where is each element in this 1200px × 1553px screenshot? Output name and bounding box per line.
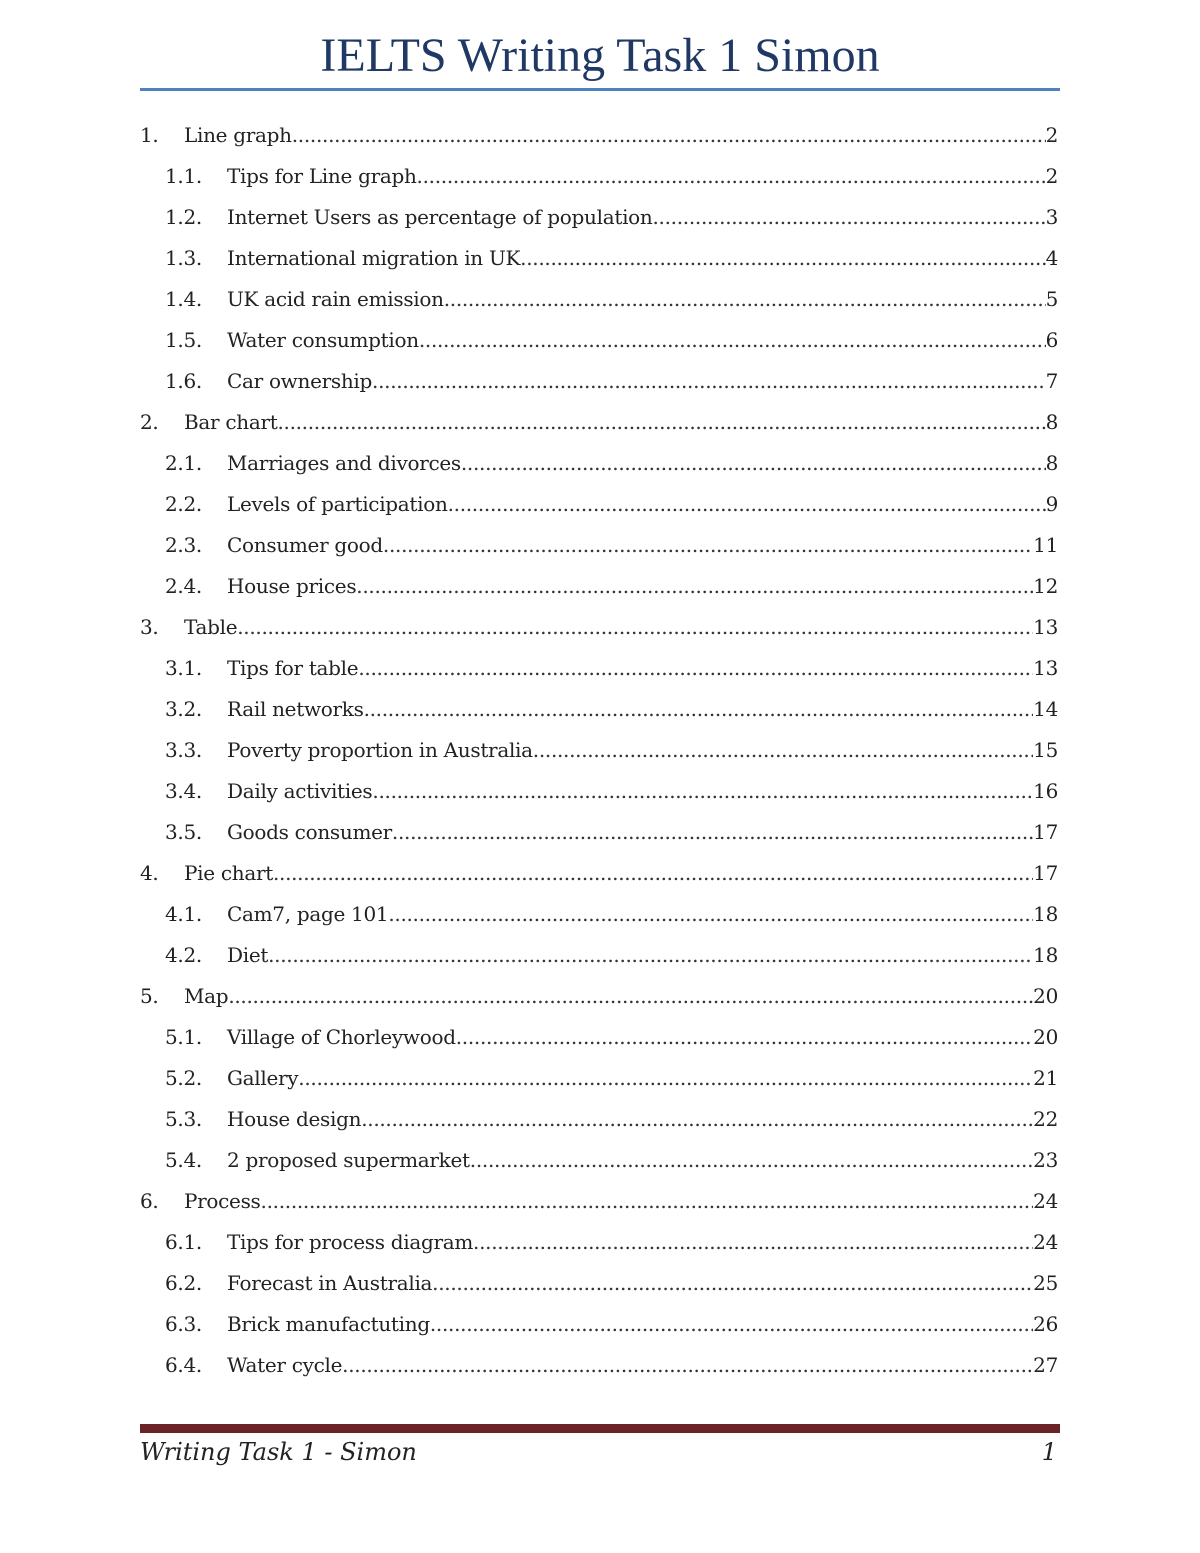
toc-entry-number: 5.1.	[165, 1025, 202, 1049]
toc-entry-page: 27	[1033, 1353, 1058, 1377]
toc-entry-label: Daily activities	[227, 779, 373, 803]
toc-dot-leader	[292, 115, 1046, 156]
toc-entry-number: 1.	[140, 123, 159, 147]
toc-dot-leader	[361, 1099, 1033, 1140]
toc-entry-number: 3.	[140, 615, 159, 639]
toc-entry-page: 13	[1033, 656, 1058, 680]
toc-entry-number: 1.4.	[165, 287, 202, 311]
toc-entry-page: 23	[1033, 1148, 1058, 1172]
toc-entry-label: Village of Chorleywood	[227, 1025, 456, 1049]
toc-dot-leader	[430, 1304, 1033, 1345]
toc-entry-label: Cam7, page 101	[227, 902, 389, 926]
toc-entry-page: 20	[1033, 1025, 1058, 1049]
toc-entry[interactable]	[140, 484, 1058, 525]
toc-entry-page: 14	[1033, 697, 1058, 721]
toc-entry[interactable]	[140, 443, 1058, 484]
toc-entry-number: 1.2.	[165, 205, 202, 229]
toc-entry-page: 5	[1045, 287, 1058, 311]
toc-entry-label: Rail networks	[227, 697, 364, 721]
title-divider	[140, 88, 1060, 91]
toc-dot-leader	[417, 156, 1046, 197]
toc-dot-leader	[533, 730, 1033, 771]
toc-entry[interactable]	[140, 1181, 1058, 1222]
toc-entry[interactable]	[140, 689, 1058, 730]
toc-entry[interactable]	[140, 976, 1058, 1017]
toc-entry-page: 2	[1045, 164, 1058, 188]
toc-entry-label: Tips for process diagram	[227, 1230, 474, 1254]
toc-entry-page: 13	[1033, 615, 1058, 639]
toc-entry-number: 2.	[140, 410, 159, 434]
toc-entry-label: Internet Users as percentage of population	[227, 205, 653, 229]
toc-entry[interactable]	[140, 361, 1058, 402]
toc-entry[interactable]	[140, 566, 1058, 607]
toc-entry-label: Goods consumer	[227, 820, 392, 844]
toc-dot-leader	[261, 1181, 1034, 1222]
toc-entry[interactable]	[140, 279, 1058, 320]
toc-entry-number: 1.6.	[165, 369, 202, 393]
toc-entry-page: 24	[1033, 1230, 1058, 1254]
toc-dot-leader	[228, 976, 1033, 1017]
toc-entry-number: 1.3.	[165, 246, 202, 270]
toc-entry-number: 3.5.	[165, 820, 202, 844]
toc-entry-label: Brick manufactuting	[227, 1312, 430, 1336]
toc-dot-leader	[461, 443, 1046, 484]
toc-entry-label: Pie chart	[184, 861, 273, 885]
toc-entry-page: 2	[1045, 123, 1058, 147]
toc-entry-label: Tips for Line graph	[227, 164, 417, 188]
toc-entry-label: Poverty proportion in Australia	[227, 738, 533, 762]
toc-entry-number: 2.3.	[165, 533, 202, 557]
toc-entry-page: 17	[1033, 820, 1058, 844]
toc-entry[interactable]	[140, 156, 1058, 197]
toc-dot-leader	[392, 812, 1033, 853]
toc-entry[interactable]	[140, 1222, 1058, 1263]
toc-entry[interactable]	[140, 607, 1058, 648]
toc-dot-leader	[388, 894, 1033, 935]
toc-dot-leader	[520, 238, 1045, 279]
toc-entry-label: Marriages and divorces	[227, 451, 461, 475]
toc-entry-page: 6	[1045, 328, 1058, 352]
toc-entry[interactable]	[140, 1058, 1058, 1099]
toc-dot-leader	[372, 771, 1033, 812]
toc-dot-leader	[383, 525, 1033, 566]
toc-entry-label: Water cycle	[227, 1353, 343, 1377]
toc-entry-label: 2 proposed supermarket	[227, 1148, 470, 1172]
toc-entry-label: UK acid rain emission	[227, 287, 444, 311]
toc-entry[interactable]	[140, 402, 1058, 443]
toc-entry-page: 4	[1045, 246, 1058, 270]
toc-dot-leader	[653, 197, 1046, 238]
toc-entry[interactable]	[140, 1099, 1058, 1140]
toc-entry-number: 2.4.	[165, 574, 202, 598]
toc-entry-label: Diet	[227, 943, 269, 967]
toc-entry-number: 4.2.	[165, 943, 202, 967]
toc-entry[interactable]	[140, 1263, 1058, 1304]
toc-dot-leader	[456, 1017, 1033, 1058]
toc-entry[interactable]	[140, 853, 1058, 894]
toc-dot-leader	[298, 1058, 1033, 1099]
toc-entry-number: 5.	[140, 984, 159, 1008]
toc-dot-leader	[237, 607, 1033, 648]
toc-entry[interactable]	[140, 812, 1058, 853]
toc-entry-number: 1.5.	[165, 328, 202, 352]
toc-dot-leader	[342, 1345, 1033, 1386]
toc-entry-number: 3.3.	[165, 738, 202, 762]
toc-dot-leader	[277, 402, 1045, 443]
toc-entry-number: 3.2.	[165, 697, 202, 721]
toc-entry-page: 11	[1033, 533, 1058, 557]
toc-dot-leader	[273, 853, 1033, 894]
toc-dot-leader	[268, 935, 1033, 976]
toc-dot-leader	[358, 648, 1033, 689]
toc-entry-number: 6.2.	[165, 1271, 202, 1295]
toc-dot-leader	[473, 1222, 1033, 1263]
toc-entry-page: 15	[1033, 738, 1058, 762]
toc-entry-number: 1.1.	[165, 164, 202, 188]
toc-entry[interactable]	[140, 1304, 1058, 1345]
toc-entry[interactable]	[140, 1345, 1058, 1386]
toc-entry-page: 8	[1045, 451, 1058, 475]
toc-entry-number: 6.	[140, 1189, 159, 1213]
toc-entry-page: 3	[1045, 205, 1058, 229]
toc-entry-page: 7	[1045, 369, 1058, 393]
toc-entry-label: International migration in UK	[227, 246, 521, 270]
toc-dot-leader	[364, 689, 1034, 730]
toc-entry-label: Map	[184, 984, 229, 1008]
toc-entry-number: 2.2.	[165, 492, 202, 516]
toc-entry-number: 2.1.	[165, 451, 202, 475]
footer-text: Writing Task 1 - Simon	[140, 1438, 417, 1466]
toc-dot-leader	[356, 566, 1033, 607]
toc-entry-label: Line graph	[184, 123, 292, 147]
toc-entry-label: Forecast in Australia	[227, 1271, 433, 1295]
toc-dot-leader	[444, 279, 1046, 320]
toc-entry-number: 5.4.	[165, 1148, 202, 1172]
toc-entry-page: 16	[1033, 779, 1058, 803]
toc-entry-label: Gallery	[227, 1066, 299, 1090]
document-title: IELTS Writing Task 1 Simon	[320, 29, 880, 82]
toc-entry-page: 18	[1033, 902, 1058, 926]
footer-divider	[140, 1424, 1060, 1433]
toc-entry-number: 6.3.	[165, 1312, 202, 1336]
toc-entry[interactable]	[140, 648, 1058, 689]
toc-entry-number: 3.1.	[165, 656, 202, 680]
table-of-contents	[140, 115, 1058, 1386]
toc-dot-leader	[419, 320, 1046, 361]
toc-entry-page: 24	[1033, 1189, 1058, 1213]
toc-entry-number: 6.4.	[165, 1353, 202, 1377]
toc-entry[interactable]	[140, 197, 1058, 238]
toc-entry-label: Tips for table	[227, 656, 359, 680]
footer-page-number: 1	[1041, 1438, 1057, 1466]
toc-entry-number: 5.3.	[165, 1107, 202, 1131]
toc-dot-leader	[470, 1140, 1033, 1181]
toc-dot-leader	[432, 1263, 1033, 1304]
toc-entry[interactable]	[140, 1017, 1058, 1058]
toc-entry-label: Car ownership	[227, 369, 373, 393]
toc-entry-page: 21	[1033, 1066, 1058, 1090]
toc-entry-page: 9	[1045, 492, 1058, 516]
toc-entry-number: 4.	[140, 861, 159, 885]
toc-entry-page: 12	[1033, 574, 1058, 598]
toc-entry-number: 4.1.	[165, 902, 202, 926]
toc-dot-leader	[372, 361, 1046, 402]
toc-entry-page: 25	[1033, 1271, 1058, 1295]
toc-entry-page: 20	[1033, 984, 1058, 1008]
toc-entry-number: 5.2.	[165, 1066, 202, 1090]
toc-entry-label: House prices	[227, 574, 357, 598]
toc-entry-label: Levels of participation	[227, 492, 448, 516]
toc-entry[interactable]	[140, 935, 1058, 976]
toc-entry[interactable]	[140, 1140, 1058, 1181]
toc-entry[interactable]	[140, 238, 1058, 279]
toc-entry-label: Consumer good	[227, 533, 383, 557]
toc-entry[interactable]	[140, 771, 1058, 812]
toc-entry[interactable]	[140, 320, 1058, 361]
toc-entry[interactable]	[140, 894, 1058, 935]
toc-entry-page: 8	[1045, 410, 1058, 434]
toc-entry-label: House design	[227, 1107, 362, 1131]
toc-entry-page: 18	[1033, 943, 1058, 967]
toc-entry[interactable]	[140, 525, 1058, 566]
toc-entry-label: Bar chart	[184, 410, 278, 434]
toc-entry-label: Water consumption	[227, 328, 419, 352]
toc-entry-page: 22	[1033, 1107, 1058, 1131]
toc-entry[interactable]	[140, 115, 1058, 156]
toc-entry[interactable]	[140, 730, 1058, 771]
toc-entry-number: 3.4.	[165, 779, 202, 803]
toc-dot-leader	[448, 484, 1046, 525]
toc-entry-label: Process	[184, 1189, 261, 1213]
toc-entry-number: 6.1.	[165, 1230, 202, 1254]
toc-entry-label: Table	[184, 615, 238, 639]
toc-entry-page: 26	[1033, 1312, 1058, 1336]
toc-entry-page: 17	[1033, 861, 1058, 885]
